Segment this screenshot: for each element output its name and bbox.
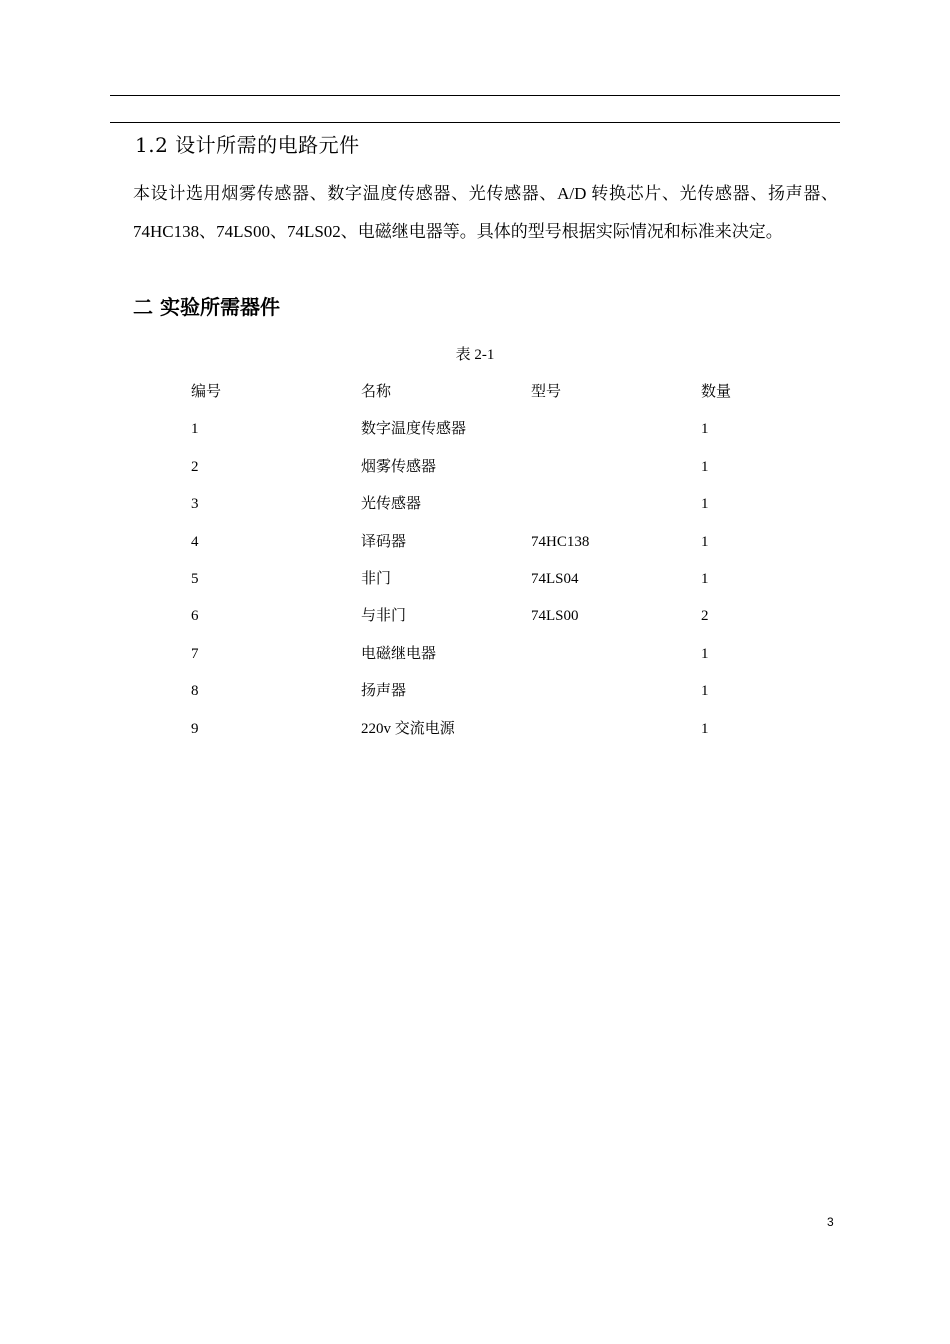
cell-name: 电磁继电器	[361, 645, 437, 662]
cell-quantity: 1	[701, 458, 709, 475]
cell-number: 6	[191, 608, 199, 625]
cell-name: 译码器	[361, 533, 407, 550]
cell-number: 7	[191, 645, 199, 662]
cell-quantity: 2	[701, 608, 709, 625]
body-paragraph: 本设计选用烟雾传感器、数字温度传感器、光传感器、A/D 转换芯片、光传感器、扬声器、74HC138、74LS00、74LS02、电磁继电器等。具体的型号根据实际情况和标准来决定。	[133, 184, 838, 241]
cell-name: 与非门	[361, 608, 407, 625]
chapter-heading: 二 实验所需器件	[133, 295, 280, 319]
cell-name: 扬声器	[361, 683, 407, 700]
header-name: 名称	[361, 384, 392, 400]
cell-number: 9	[191, 720, 199, 737]
header-rule-bottom	[110, 122, 840, 123]
cell-number: 4	[191, 533, 199, 550]
cell-quantity: 1	[701, 533, 709, 550]
cell-name: 数字温度传感器	[361, 421, 467, 438]
cell-number: 5	[191, 570, 199, 587]
cell-quantity: 1	[701, 645, 709, 662]
cell-quantity: 1	[701, 570, 709, 587]
cell-number: 8	[191, 683, 199, 700]
cell-name: 220v 交流电源	[361, 720, 455, 737]
cell-quantity: 1	[701, 496, 709, 513]
header-number: 编号	[191, 384, 222, 400]
cell-model: 74LS00	[531, 608, 579, 625]
cell-model: 74LS04	[531, 570, 579, 587]
cell-quantity: 1	[701, 421, 709, 438]
section-title: 1.2 设计所需的电路元件	[135, 133, 360, 157]
page-number: 3	[827, 1215, 834, 1229]
table-caption: 表 2-1	[455, 347, 495, 363]
cell-name: 光传感器	[361, 496, 422, 513]
header-rule-top	[110, 95, 840, 96]
cell-model: 74HC138	[531, 533, 590, 550]
cell-name: 烟雾传感器	[361, 458, 437, 475]
header-quantity: 数量	[701, 384, 732, 400]
cell-quantity: 1	[701, 720, 709, 737]
header-model: 型号	[531, 384, 562, 400]
cell-number: 2	[191, 458, 199, 475]
cell-quantity: 1	[701, 683, 709, 700]
cell-number: 3	[191, 496, 199, 513]
cell-number: 1	[191, 421, 199, 438]
cell-name: 非门	[361, 570, 392, 587]
